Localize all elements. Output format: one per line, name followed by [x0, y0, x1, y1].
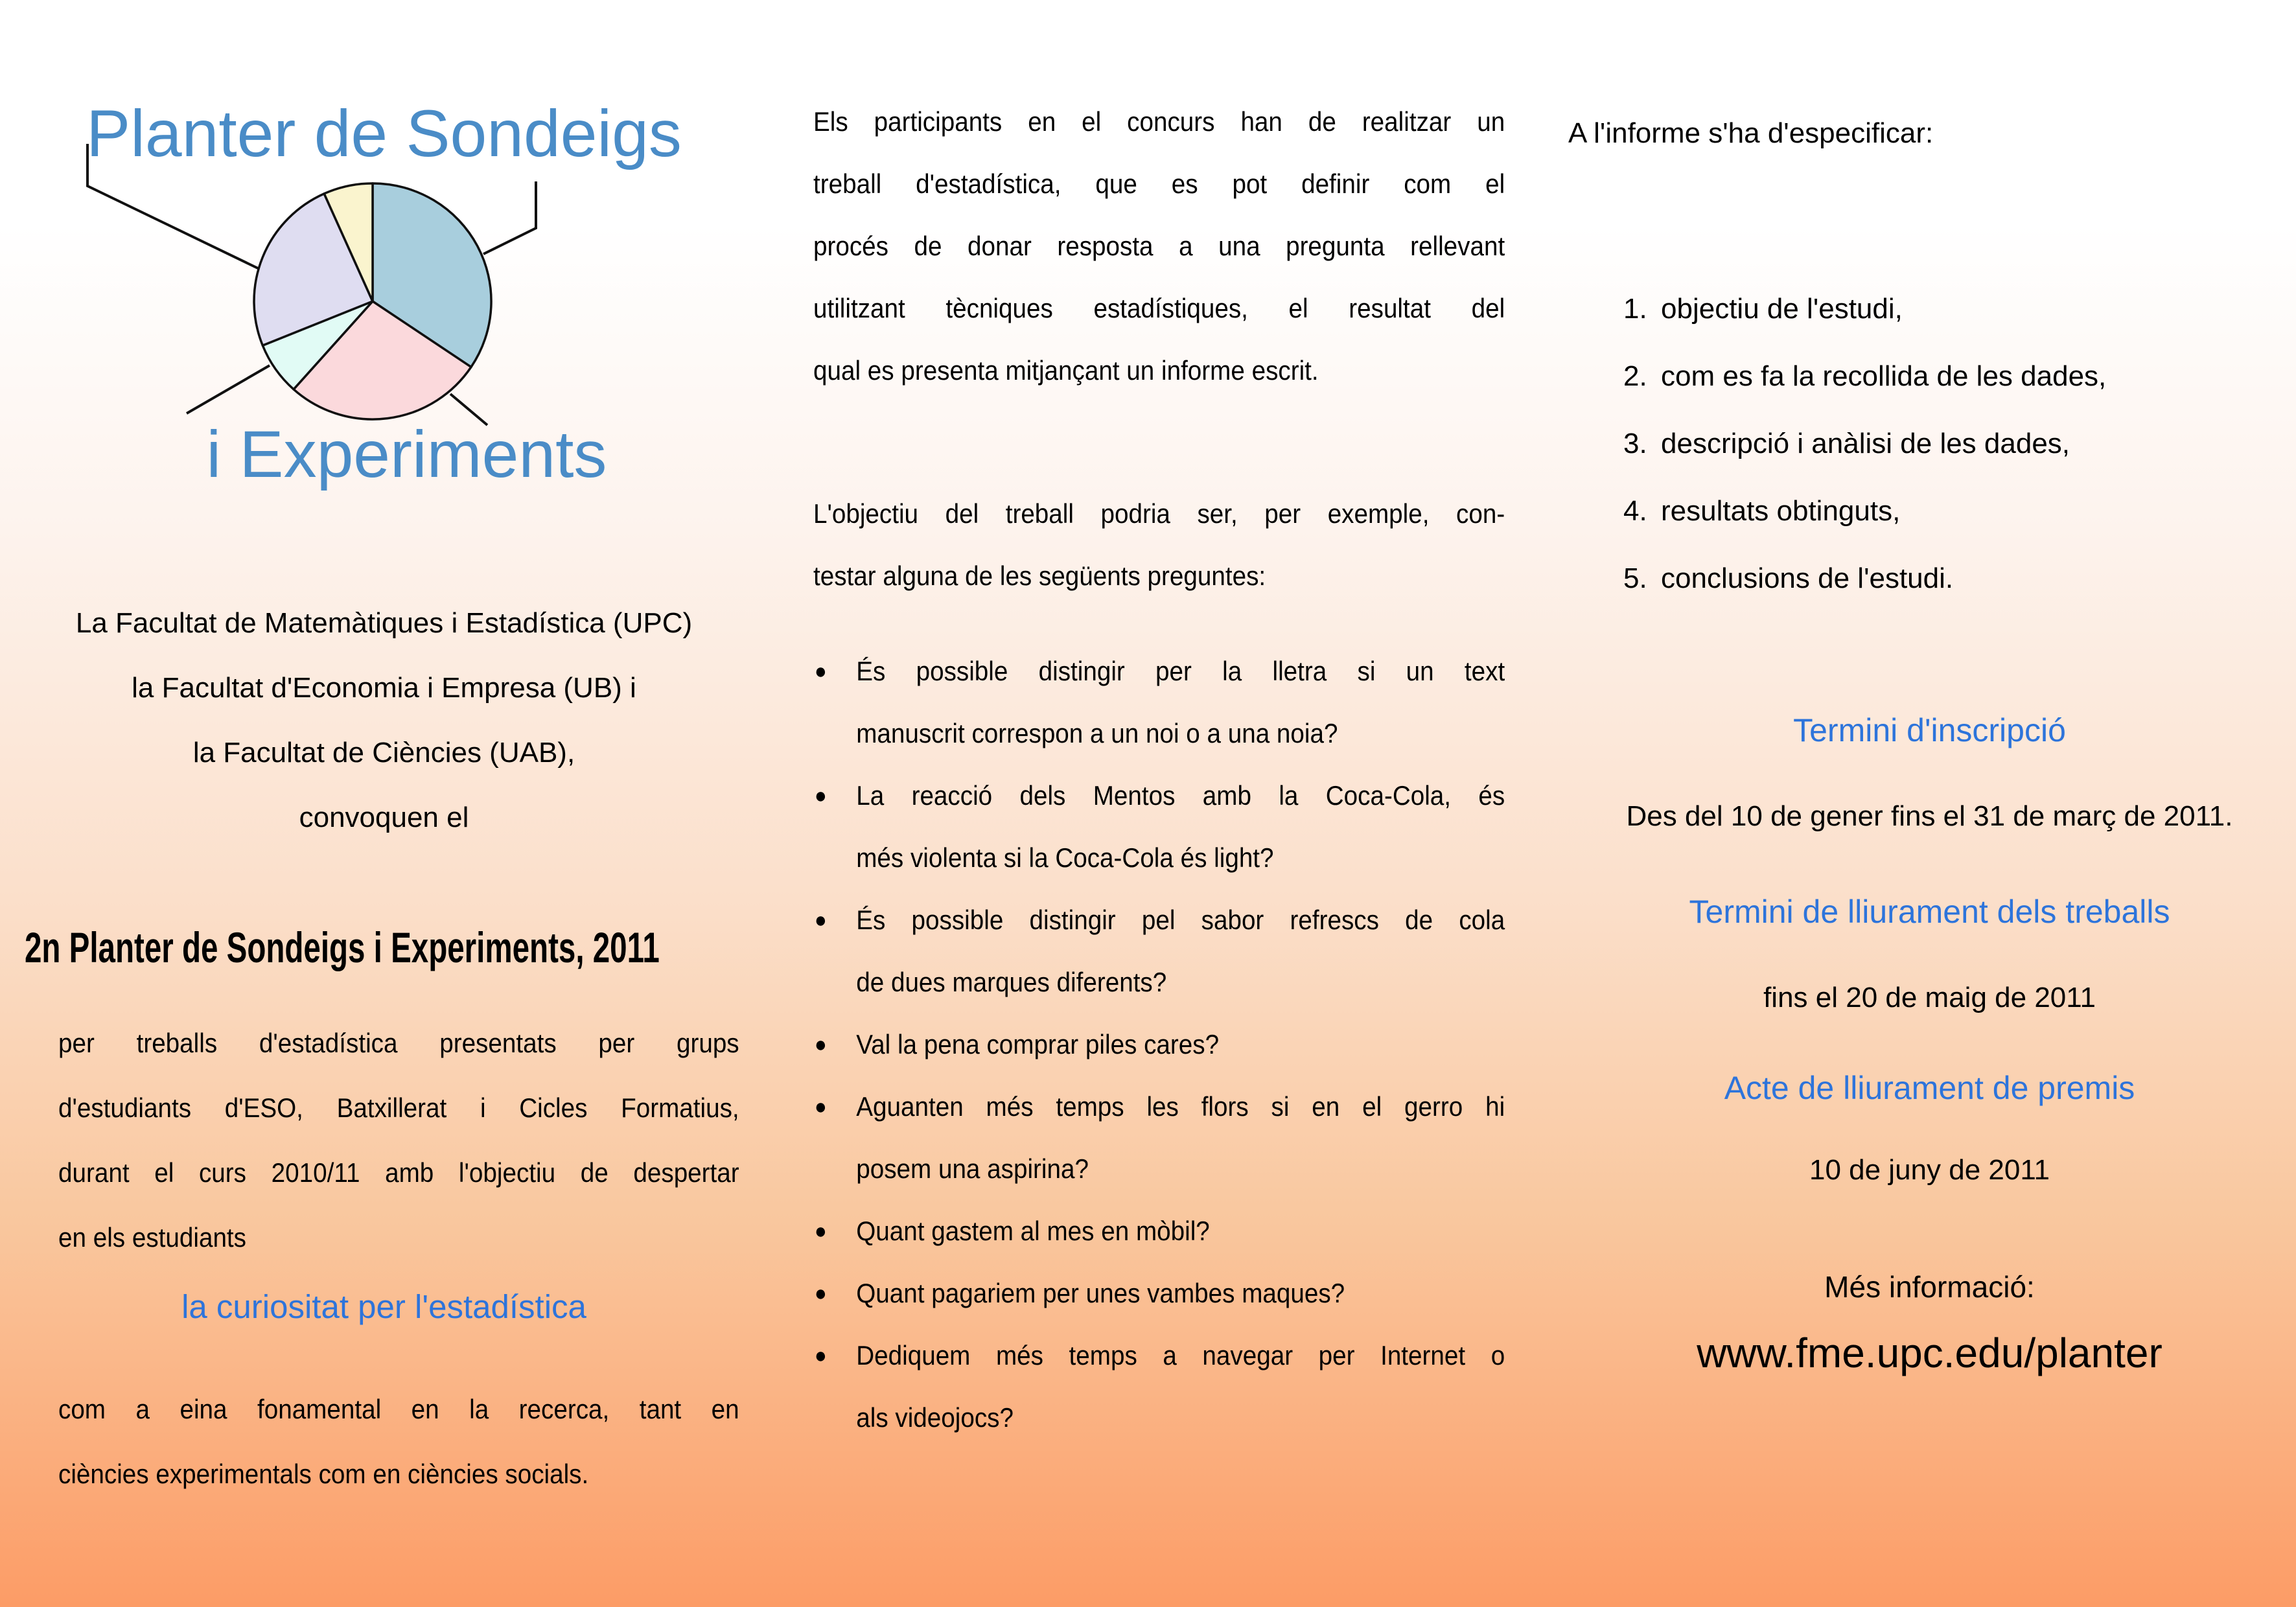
- text-line: Dediquem més temps a navegar per Internet o: [856, 1340, 1505, 1370]
- text-line: La Facultat de Matemàtiques i Estadística (UPC): [75, 607, 693, 639]
- text-line: per treballs d'estadística presentats per grups: [58, 1028, 739, 1058]
- statistics-importance-paragraph: [58, 1377, 739, 1507]
- text-line: la Facultat d'Economia i Empresa (UB) i: [132, 672, 636, 704]
- submission-deadline-detail: fins el 20 de maig de 2011: [1763, 982, 2096, 1013]
- more-info-label: Més informació:: [1824, 1270, 2035, 1304]
- text-line: Aguanten més temps les flors si en el gerro hi: [856, 1091, 1505, 1122]
- text-line: La reacció dels Mentos amb la Coca-Cola, és: [856, 780, 1505, 811]
- text-line: Quant gastem al mes en mòbil?: [856, 1216, 1210, 1246]
- text-line: L'objectiu del treball podria ser, per exemple, con-: [813, 498, 1505, 529]
- item-text: conclusions de l'estudi.: [1661, 562, 1954, 594]
- bullet-item: [813, 1262, 1505, 1324]
- text-line: durant el curs 2010/11 amb l'objectiu de despertar: [58, 1157, 739, 1188]
- item-number: 5.: [1623, 562, 1647, 594]
- text-line: posem una aspirina?: [856, 1153, 1089, 1184]
- pie-chart-logo: [39, 123, 583, 454]
- brochure-title-line1: Planter de Sondeigs: [86, 97, 682, 170]
- text-line: ciències experimentals com en ciències socials.: [58, 1459, 589, 1489]
- registration-deadline-heading: Termini d'inscripció: [1793, 712, 2066, 748]
- text-line: És possible distingir per la lletra si un text: [856, 656, 1505, 686]
- awards-ceremony-detail: 10 de juny de 2011: [1809, 1154, 2050, 1186]
- bullet-icon: ●: [814, 908, 827, 932]
- leader-line: [87, 144, 258, 268]
- contest-name-heading: 2n Planter de Sondeigs i Experiments, 2011: [25, 923, 660, 971]
- brochure-title-line2: i Experiments: [206, 417, 607, 491]
- numbered-item: [1568, 275, 2291, 343]
- item-text: com es fa la recollida de les dades,: [1661, 360, 2107, 392]
- bullet-item: [813, 1324, 1505, 1449]
- bullet-item: [813, 765, 1505, 889]
- numbered-item: [1568, 545, 2291, 612]
- bullet-icon: ●: [814, 659, 827, 684]
- submission-deadline-heading: Termini de lliurament dels treballs: [1689, 894, 2170, 930]
- text-line: procés de donar resposta a una pregunta rellevant: [813, 231, 1505, 261]
- text-line: als videojocs?: [856, 1402, 1014, 1433]
- text-line: Quant pagariem per unes vambes maques?: [856, 1278, 1345, 1308]
- numbered-item: [1568, 478, 2291, 545]
- leader-line: [187, 365, 270, 413]
- bullet-icon: ●: [814, 1094, 827, 1119]
- leader-line: [483, 181, 536, 254]
- organizers-text: [26, 591, 742, 850]
- report-items-list: [1568, 275, 2291, 612]
- bullet-item: [813, 1013, 1505, 1076]
- text-line: És possible distingir pel sabor refrescs de cola: [856, 905, 1505, 935]
- participants-paragraph: [813, 91, 1505, 402]
- awards-ceremony-heading: Acte de lliurament de premis: [1724, 1070, 2135, 1106]
- text-line: testar alguna de les següents preguntes:: [813, 561, 1266, 591]
- text-line: utilitzant tècniques estadístiques, el resultat del: [813, 293, 1505, 323]
- text-line: com a eina fonamental en la recerca, tant en: [58, 1394, 739, 1424]
- text-line: Val la pena comprar piles cares?: [856, 1029, 1220, 1059]
- website-url: www.fme.upc.edu/planter: [1697, 1330, 2163, 1376]
- item-text: resultats obtinguts,: [1661, 495, 1901, 527]
- highlight-text: la curiositat per l'estadística: [181, 1288, 586, 1325]
- item-number: 3.: [1623, 428, 1647, 459]
- bullet-item: [813, 1076, 1505, 1200]
- text-line: qual es presenta mitjançant un informe escrit.: [813, 355, 1319, 386]
- text-line: convoquen el: [299, 802, 469, 833]
- bullet-item: [813, 640, 1505, 765]
- bullet-icon: ●: [814, 1281, 827, 1306]
- bullet-icon: ●: [814, 1343, 827, 1368]
- text-line: en els estudiants: [58, 1222, 247, 1253]
- report-heading: A l'informe s'ha d'especificar:: [1568, 117, 1934, 149]
- bullet-icon: ●: [814, 1219, 827, 1243]
- item-number: 1.: [1623, 293, 1647, 325]
- bullet-icon: ●: [814, 1032, 827, 1057]
- text-line: de dues marques diferents?: [856, 967, 1167, 997]
- item-number: 2.: [1623, 360, 1647, 392]
- bullet-item: [813, 1200, 1505, 1262]
- item-text: descripció i anàlisi de les dades,: [1661, 428, 2070, 459]
- contest-description-paragraph: [58, 1011, 739, 1270]
- item-text: objectiu de l'estudi,: [1661, 293, 1903, 325]
- text-line: d'estudiants d'ESO, Batxillerat i Cicles Formatius,: [58, 1093, 739, 1123]
- text-line: més violenta si la Coca-Cola és light?: [856, 842, 1274, 873]
- bullet-item: [813, 889, 1505, 1013]
- registration-deadline-detail: Des del 10 de gener fins el 31 de març de 2011.: [1626, 800, 2233, 832]
- example-questions-list: [813, 640, 1505, 1449]
- bullet-icon: ●: [814, 783, 827, 808]
- text-line: treball d'estadística, que es pot definir com el: [813, 168, 1505, 199]
- numbered-item: [1568, 343, 2291, 410]
- numbered-item: [1568, 410, 2291, 478]
- text-line: la Facultat de Ciències (UAB),: [192, 737, 575, 769]
- text-line: Els participants en el concurs han de realitzar un: [813, 106, 1505, 137]
- item-number: 4.: [1623, 495, 1647, 527]
- text-line: manuscrit correspon a un noi o a una noia?: [856, 718, 1338, 748]
- objective-paragraph: [813, 483, 1505, 607]
